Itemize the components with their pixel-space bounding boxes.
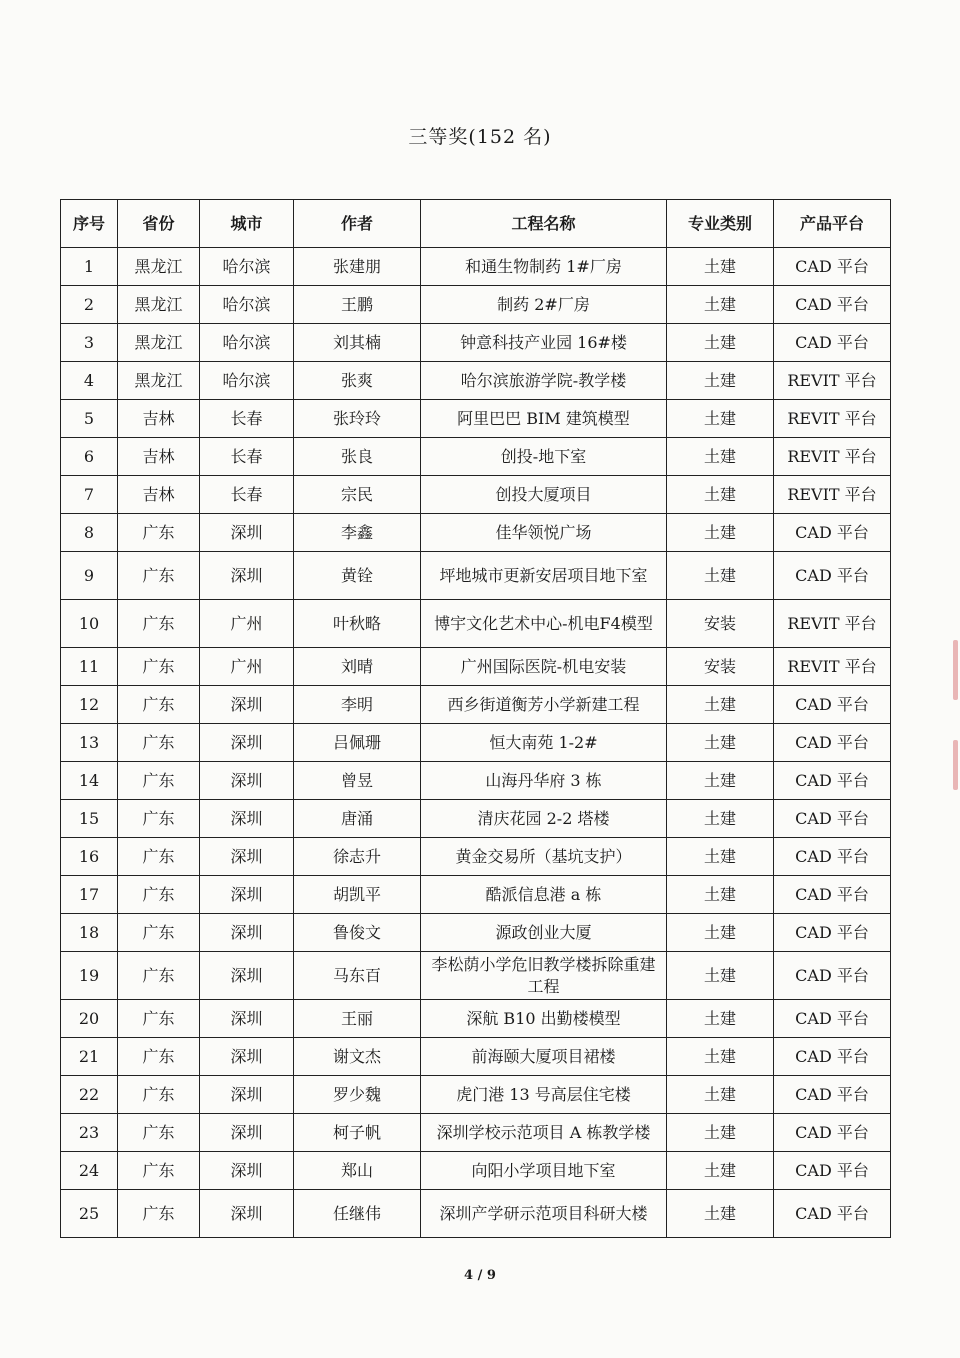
header-index: 序号	[61, 200, 118, 248]
header-province: 省份	[118, 200, 200, 248]
cell-project-name: 恒大南苑 1-2#	[421, 724, 667, 762]
cell-category: 土建	[667, 1038, 774, 1076]
page-title: 三等奖(152 名)	[408, 126, 552, 148]
cell-index: 15	[61, 800, 118, 838]
cell-project-name: 清庆花园 2-2 塔楼	[421, 800, 667, 838]
cell-platform: REVIT 平台	[774, 400, 891, 438]
cell-city: 广州	[200, 600, 294, 648]
cell-province: 广东	[118, 648, 200, 686]
cell-city: 深圳	[200, 1076, 294, 1114]
cell-platform: CAD 平台	[774, 248, 891, 286]
cell-author: 李鑫	[294, 514, 421, 552]
cell-platform: CAD 平台	[774, 724, 891, 762]
cell-project-name: 创投-地下室	[421, 438, 667, 476]
cell-category: 土建	[667, 800, 774, 838]
cell-province: 广东	[118, 600, 200, 648]
cell-project-name: 创投大厦项目	[421, 476, 667, 514]
cell-author: 刘晴	[294, 648, 421, 686]
cell-project-name: 佳华领悦广场	[421, 514, 667, 552]
cell-province: 广东	[118, 1190, 200, 1238]
table-row	[61, 1076, 891, 1114]
table-row	[61, 1114, 891, 1152]
cell-project-name: 坪地城市更新安居项目地下室	[421, 552, 667, 600]
cell-project-name: 深圳产学研示范项目科研大楼	[421, 1190, 667, 1238]
table-row	[61, 648, 891, 686]
table-row	[61, 724, 891, 762]
award-table	[60, 199, 891, 1238]
cell-author: 唐涌	[294, 800, 421, 838]
cell-category: 安装	[667, 600, 774, 648]
table-row	[61, 400, 891, 438]
cell-category: 土建	[667, 552, 774, 600]
cell-city: 长春	[200, 438, 294, 476]
table-row	[61, 248, 891, 286]
cell-category: 土建	[667, 1114, 774, 1152]
cell-project-name: 酷派信息港 a 栋	[421, 876, 667, 914]
cell-author: 郑山	[294, 1152, 421, 1190]
cell-author: 王丽	[294, 1000, 421, 1038]
cell-province: 广东	[118, 514, 200, 552]
cell-platform: CAD 平台	[774, 324, 891, 362]
cell-province: 广东	[118, 552, 200, 600]
cell-index: 3	[61, 324, 118, 362]
cell-city: 深圳	[200, 838, 294, 876]
cell-project-name: 制药 2#厂房	[421, 286, 667, 324]
cell-city: 哈尔滨	[200, 248, 294, 286]
cell-index: 10	[61, 600, 118, 648]
cell-index: 6	[61, 438, 118, 476]
page-number: 4 / 9	[464, 1268, 496, 1283]
cell-author: 曾昱	[294, 762, 421, 800]
cell-author: 罗少魏	[294, 1076, 421, 1114]
table-row	[61, 876, 891, 914]
cell-province: 黑龙江	[118, 324, 200, 362]
cell-city: 长春	[200, 400, 294, 438]
cell-author: 张玲玲	[294, 400, 421, 438]
edge-stamp-fragment	[953, 640, 958, 700]
cell-project-name: 源政创业大厦	[421, 914, 667, 952]
table-row	[61, 838, 891, 876]
cell-project-name: 西乡街道衡芳小学新建工程	[421, 686, 667, 724]
cell-author: 张建朋	[294, 248, 421, 286]
cell-author: 李明	[294, 686, 421, 724]
cell-index: 4	[61, 362, 118, 400]
cell-platform: CAD 平台	[774, 1114, 891, 1152]
header-author: 作者	[294, 200, 421, 248]
cell-project-name: 深航 B10 出勤楼模型	[421, 1000, 667, 1038]
cell-city: 深圳	[200, 952, 294, 1000]
cell-category: 土建	[667, 324, 774, 362]
cell-platform: CAD 平台	[774, 1152, 891, 1190]
cell-project-name: 向阳小学项目地下室	[421, 1152, 667, 1190]
table-row	[61, 1000, 891, 1038]
cell-city: 深圳	[200, 1190, 294, 1238]
cell-platform: REVIT 平台	[774, 362, 891, 400]
table-row	[61, 362, 891, 400]
cell-province: 广东	[118, 1000, 200, 1038]
cell-platform: CAD 平台	[774, 1038, 891, 1076]
cell-category: 土建	[667, 952, 774, 1000]
cell-project-name: 前海颐大厦项目裙楼	[421, 1038, 667, 1076]
cell-category: 土建	[667, 686, 774, 724]
cell-category: 土建	[667, 362, 774, 400]
cell-platform: CAD 平台	[774, 1000, 891, 1038]
cell-category: 土建	[667, 438, 774, 476]
cell-author: 柯子帆	[294, 1114, 421, 1152]
cell-index: 13	[61, 724, 118, 762]
cell-author: 王鹏	[294, 286, 421, 324]
cell-city: 深圳	[200, 724, 294, 762]
cell-index: 7	[61, 476, 118, 514]
cell-category: 土建	[667, 914, 774, 952]
cell-index: 23	[61, 1114, 118, 1152]
cell-index: 17	[61, 876, 118, 914]
cell-category: 土建	[667, 762, 774, 800]
cell-author: 黄铨	[294, 552, 421, 600]
cell-platform: REVIT 平台	[774, 600, 891, 648]
cell-platform: REVIT 平台	[774, 476, 891, 514]
cell-platform: CAD 平台	[774, 952, 891, 1000]
table-row	[61, 1190, 891, 1238]
cell-city: 深圳	[200, 686, 294, 724]
cell-platform: CAD 平台	[774, 762, 891, 800]
cell-province: 黑龙江	[118, 362, 200, 400]
cell-province: 广东	[118, 876, 200, 914]
cell-province: 黑龙江	[118, 248, 200, 286]
cell-province: 广东	[118, 686, 200, 724]
cell-author: 胡凯平	[294, 876, 421, 914]
table-row	[61, 552, 891, 600]
cell-author: 张良	[294, 438, 421, 476]
cell-province: 广东	[118, 800, 200, 838]
table-row	[61, 1152, 891, 1190]
cell-city: 深圳	[200, 514, 294, 552]
cell-category: 土建	[667, 476, 774, 514]
table-header-row	[61, 200, 891, 248]
cell-index: 24	[61, 1152, 118, 1190]
cell-category: 土建	[667, 876, 774, 914]
cell-city: 深圳	[200, 914, 294, 952]
cell-province: 黑龙江	[118, 286, 200, 324]
cell-category: 土建	[667, 838, 774, 876]
cell-category: 土建	[667, 1152, 774, 1190]
cell-index: 18	[61, 914, 118, 952]
cell-index: 12	[61, 686, 118, 724]
table-row	[61, 286, 891, 324]
cell-city: 深圳	[200, 1038, 294, 1076]
cell-platform: CAD 平台	[774, 838, 891, 876]
table-row	[61, 600, 891, 648]
cell-category: 土建	[667, 1190, 774, 1238]
table-row	[61, 800, 891, 838]
table-row	[61, 762, 891, 800]
cell-province: 吉林	[118, 476, 200, 514]
edge-stamp-fragment	[953, 740, 958, 790]
table-row	[61, 686, 891, 724]
cell-category: 土建	[667, 1000, 774, 1038]
cell-index: 22	[61, 1076, 118, 1114]
cell-project-name: 黄金交易所（基坑支护）	[421, 838, 667, 876]
cell-project-name: 广州国际医院-机电安装	[421, 648, 667, 686]
cell-platform: CAD 平台	[774, 286, 891, 324]
cell-project-name: 深圳学校示范项目 A 栋教学楼	[421, 1114, 667, 1152]
header-city: 城市	[200, 200, 294, 248]
cell-author: 宗民	[294, 476, 421, 514]
cell-city: 哈尔滨	[200, 324, 294, 362]
cell-index: 14	[61, 762, 118, 800]
cell-city: 深圳	[200, 762, 294, 800]
cell-index: 19	[61, 952, 118, 1000]
cell-author: 徐志升	[294, 838, 421, 876]
cell-category: 土建	[667, 286, 774, 324]
cell-city: 长春	[200, 476, 294, 514]
cell-province: 广东	[118, 1038, 200, 1076]
header-platform: 产品平台	[774, 200, 891, 248]
cell-project-name: 山海丹华府 3 栋	[421, 762, 667, 800]
cell-project-name: 李松荫小学危旧教学楼拆除重建工程	[421, 952, 667, 1000]
cell-index: 5	[61, 400, 118, 438]
cell-platform: CAD 平台	[774, 1076, 891, 1114]
cell-author: 马东百	[294, 952, 421, 1000]
cell-index: 11	[61, 648, 118, 686]
header-category: 专业类别	[667, 200, 774, 248]
cell-province: 广东	[118, 762, 200, 800]
cell-platform: CAD 平台	[774, 876, 891, 914]
cell-province: 吉林	[118, 400, 200, 438]
cell-city: 广州	[200, 648, 294, 686]
cell-index: 8	[61, 514, 118, 552]
cell-province: 广东	[118, 1114, 200, 1152]
cell-category: 土建	[667, 248, 774, 286]
cell-province: 广东	[118, 914, 200, 952]
cell-author: 张爽	[294, 362, 421, 400]
cell-author: 任继伟	[294, 1190, 421, 1238]
cell-author: 刘其楠	[294, 324, 421, 362]
cell-index: 2	[61, 286, 118, 324]
table-row	[61, 514, 891, 552]
cell-index: 20	[61, 1000, 118, 1038]
cell-platform: REVIT 平台	[774, 438, 891, 476]
cell-platform: CAD 平台	[774, 686, 891, 724]
cell-project-name: 阿里巴巴 BIM 建筑模型	[421, 400, 667, 438]
cell-platform: CAD 平台	[774, 514, 891, 552]
cell-province: 吉林	[118, 438, 200, 476]
cell-city: 深圳	[200, 1152, 294, 1190]
cell-province: 广东	[118, 1076, 200, 1114]
cell-platform: CAD 平台	[774, 800, 891, 838]
cell-category: 土建	[667, 400, 774, 438]
cell-city: 深圳	[200, 800, 294, 838]
cell-city: 深圳	[200, 1000, 294, 1038]
cell-author: 叶秋略	[294, 600, 421, 648]
cell-index: 25	[61, 1190, 118, 1238]
cell-platform: CAD 平台	[774, 914, 891, 952]
table-row	[61, 438, 891, 476]
cell-author: 谢文杰	[294, 1038, 421, 1076]
cell-author: 鲁俊文	[294, 914, 421, 952]
cell-project-name: 钟意科技产业园 16#楼	[421, 324, 667, 362]
header-project-name: 工程名称	[421, 200, 667, 248]
cell-province: 广东	[118, 952, 200, 1000]
cell-project-name: 哈尔滨旅游学院-教学楼	[421, 362, 667, 400]
cell-author: 吕佩珊	[294, 724, 421, 762]
table-row	[61, 476, 891, 514]
table-row	[61, 1038, 891, 1076]
table-row	[61, 952, 891, 1000]
cell-category: 土建	[667, 724, 774, 762]
cell-city: 哈尔滨	[200, 362, 294, 400]
cell-province: 广东	[118, 1152, 200, 1190]
cell-index: 21	[61, 1038, 118, 1076]
table-row	[61, 914, 891, 952]
cell-index: 1	[61, 248, 118, 286]
cell-project-name: 和通生物制药 1#厂房	[421, 248, 667, 286]
cell-project-name: 博宇文化艺术中心-机电F4模型	[421, 600, 667, 648]
cell-platform: CAD 平台	[774, 1190, 891, 1238]
table-row	[61, 324, 891, 362]
cell-category: 土建	[667, 514, 774, 552]
cell-index: 9	[61, 552, 118, 600]
cell-category: 土建	[667, 1076, 774, 1114]
cell-province: 广东	[118, 724, 200, 762]
cell-city: 深圳	[200, 876, 294, 914]
cell-city: 哈尔滨	[200, 286, 294, 324]
cell-city: 深圳	[200, 1114, 294, 1152]
cell-platform: CAD 平台	[774, 552, 891, 600]
cell-platform: REVIT 平台	[774, 648, 891, 686]
cell-city: 深圳	[200, 552, 294, 600]
cell-category: 安装	[667, 648, 774, 686]
cell-province: 广东	[118, 838, 200, 876]
cell-index: 16	[61, 838, 118, 876]
cell-project-name: 虎门港 13 号高层住宅楼	[421, 1076, 667, 1114]
